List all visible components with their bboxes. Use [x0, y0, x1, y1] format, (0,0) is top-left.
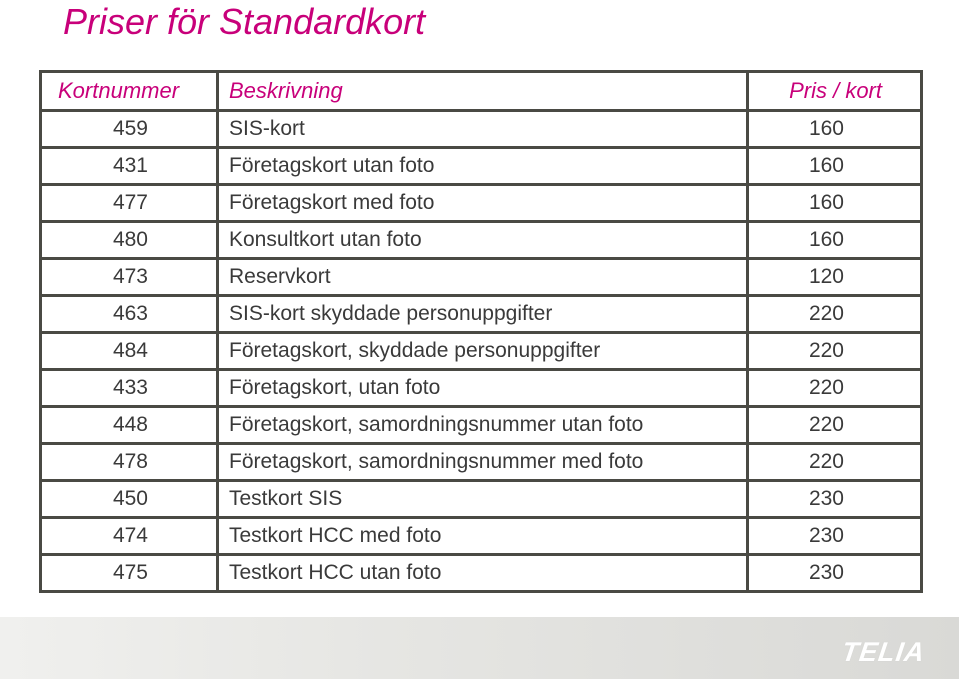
table-row — [41, 259, 922, 296]
price-cell: 230 — [748, 518, 922, 555]
table-row — [41, 111, 922, 148]
table-row — [41, 222, 922, 259]
price-cell: 160 — [748, 222, 922, 259]
description-cell: Konsultkort utan foto — [218, 222, 748, 259]
description-cell: SIS-kort — [218, 111, 748, 148]
card-number-cell: 450 — [41, 481, 218, 518]
header-price: Pris / kort — [748, 72, 922, 111]
table-header-row — [41, 72, 922, 111]
price-cell: 220 — [748, 444, 922, 481]
card-number-cell: 478 — [41, 444, 218, 481]
price-cell: 220 — [748, 333, 922, 370]
description-cell: Företagskort, skyddade personuppgifter — [218, 333, 748, 370]
telia-logo: TELIA — [839, 637, 928, 667]
price-cell: 160 — [748, 148, 922, 185]
card-number-cell: 474 — [41, 518, 218, 555]
price-cell: 160 — [748, 185, 922, 222]
price-cell: 220 — [748, 296, 922, 333]
table-row — [41, 296, 922, 333]
card-number-cell: 484 — [41, 333, 218, 370]
description-cell: Testkort HCC utan foto — [218, 555, 748, 592]
price-cell: 230 — [748, 555, 922, 592]
card-number-cell: 463 — [41, 296, 218, 333]
card-number-cell: 431 — [41, 148, 218, 185]
price-cell: 220 — [748, 407, 922, 444]
table-row — [41, 444, 922, 481]
card-number-cell: 475 — [41, 555, 218, 592]
table-row — [41, 333, 922, 370]
description-cell: SIS-kort skyddade personuppgifter — [218, 296, 748, 333]
description-cell: Företagskort med foto — [218, 185, 748, 222]
table-body — [41, 111, 922, 592]
table-row — [41, 555, 922, 592]
table-row — [41, 185, 922, 222]
table-row — [41, 481, 922, 518]
table-row — [41, 518, 922, 555]
table-row — [41, 148, 922, 185]
card-number-cell: 448 — [41, 407, 218, 444]
price-cell: 220 — [748, 370, 922, 407]
card-number-cell: 433 — [41, 370, 218, 407]
description-cell: Företagskort, utan foto — [218, 370, 748, 407]
card-number-cell: 473 — [41, 259, 218, 296]
card-number-cell: 477 — [41, 185, 218, 222]
price-cell: 120 — [748, 259, 922, 296]
description-cell: Företagskort, samordningsnummer med foto — [218, 444, 748, 481]
price-table — [39, 70, 923, 593]
header-card-number: Kortnummer — [41, 72, 218, 111]
description-cell: Företagskort utan foto — [218, 148, 748, 185]
card-number-cell: 480 — [41, 222, 218, 259]
price-cell: 160 — [748, 111, 922, 148]
table-row — [41, 407, 922, 444]
card-number-cell: 459 — [41, 111, 218, 148]
header-description: Beskrivning — [218, 72, 748, 111]
description-cell: Testkort HCC med foto — [218, 518, 748, 555]
page-title: Priser för Standardkort — [63, 1, 426, 42]
description-cell: Företagskort, samordningsnummer utan foto — [218, 407, 748, 444]
description-cell: Testkort SIS — [218, 481, 748, 518]
price-cell: 230 — [748, 481, 922, 518]
table-row — [41, 370, 922, 407]
description-cell: Reservkort — [218, 259, 748, 296]
footer-bar — [0, 617, 959, 679]
